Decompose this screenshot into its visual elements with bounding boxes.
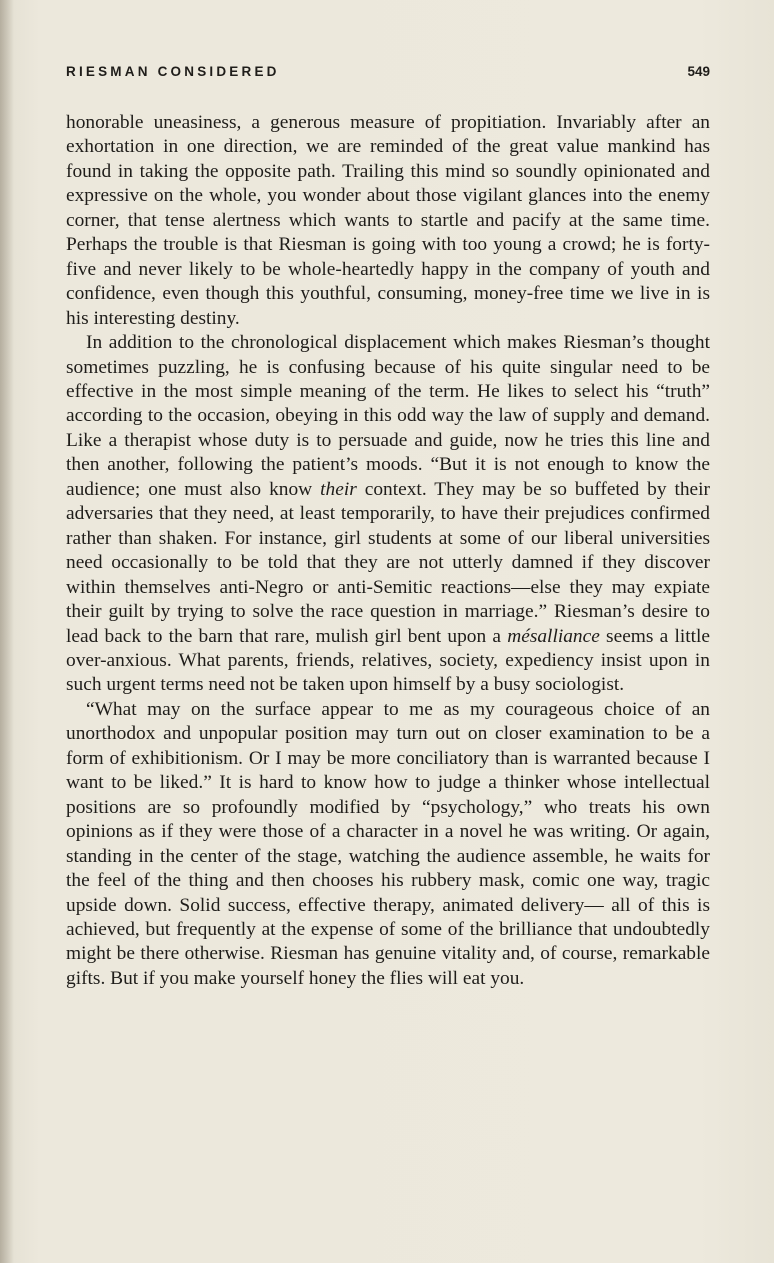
paragraph-3: “What may on the surface appear to me as my courageous choice of an unorthodox and unpopular position may turn out on closer examination to be a form of exhibitionism. Or I may be more conciliatory than is warranted because I want to be liked.” It is hard to know how to judge a thinker whose intellectual positions are so profoundly modified by “psychology,” who treats his own opinions as if they were those of a character in a novel he was writing. Or again, standing in the center of the stage, watching the audience assemble, he waits for the feel of the thing and then chooses his rubbery mask, comic one way, tragic upside down. Solid success, effective therapy, animated delivery— all of this is achieved, but frequently at the expense of some of the brilliance that undoubtedly might be there otherwise. Riesman has genuine vitality and, of course, remarkable gifts. But if you make yourself honey the flies will eat you. xyxy=(66,698,710,989)
paragraph-2 xyxy=(66,331,710,698)
paragraph-2-italic-mesalliance: mésalliance xyxy=(507,625,600,647)
paragraph-1: honorable uneasiness, a generous measure of propitiation. Invariably after an exhortation in one direction, we are reminded of the great value mankind has found in taking the opposite path. Trailing this mind so soundly opinionated and expressive on the whole, you wonder about those vigilant glances into the enemy corner, that tense alertness which wants to startle and pacify at the same time. Perhaps the trouble is that Riesman is going with too young a crowd; he is forty-five and never likely to be whole-heartedly happy in the company of youth and confidence, even though this youthful, consuming, money-free time we live in is his interesting destiny. xyxy=(66,112,710,329)
paragraph-2-italic-their: their xyxy=(320,478,357,500)
running-head: RIESMAN CONSIDERED xyxy=(66,64,280,79)
gutter-shadow xyxy=(0,0,14,1263)
page-header xyxy=(66,64,710,88)
page-number: 549 xyxy=(687,64,710,79)
paragraph-2-run-3: seems a little over-anxious. What parents, friends, relatives, society, expediency insist upon in such urgent terms need not be taken upon himself by a busy sociologist. xyxy=(66,625,710,696)
paragraph-2-run-2: context. They may be so buffeted by their adversaries that they need, at least temporarily, to have their prejudices confirmed rather than shaken. For instance, girl students at some of our liberal universities need occasionally to be told that they are not utterly damned if they discover within themselves anti-Negro or anti-Semitic reactions—else they may expiate their guilt by trying to solve the race question in marriage.” Riesman’s desire to lead back to the barn that rare, mulish girl bent upon a xyxy=(66,478,711,647)
paragraph-2-run-1: In addition to the chronological displacement which makes Riesman’s thought sometimes puzzling, he is confusing because of his quite singular need to be effective in the most simple meaning of the term. He likes to select his “truth” according to the occasion, obeying in this odd way the law of supply and demand. Like a therapist whose duty is to persuade and guide, now he tries this line and then another, following the patient’s moods. “But it is not enough to know the audience; one must also know xyxy=(66,332,710,500)
body-text xyxy=(66,111,710,991)
